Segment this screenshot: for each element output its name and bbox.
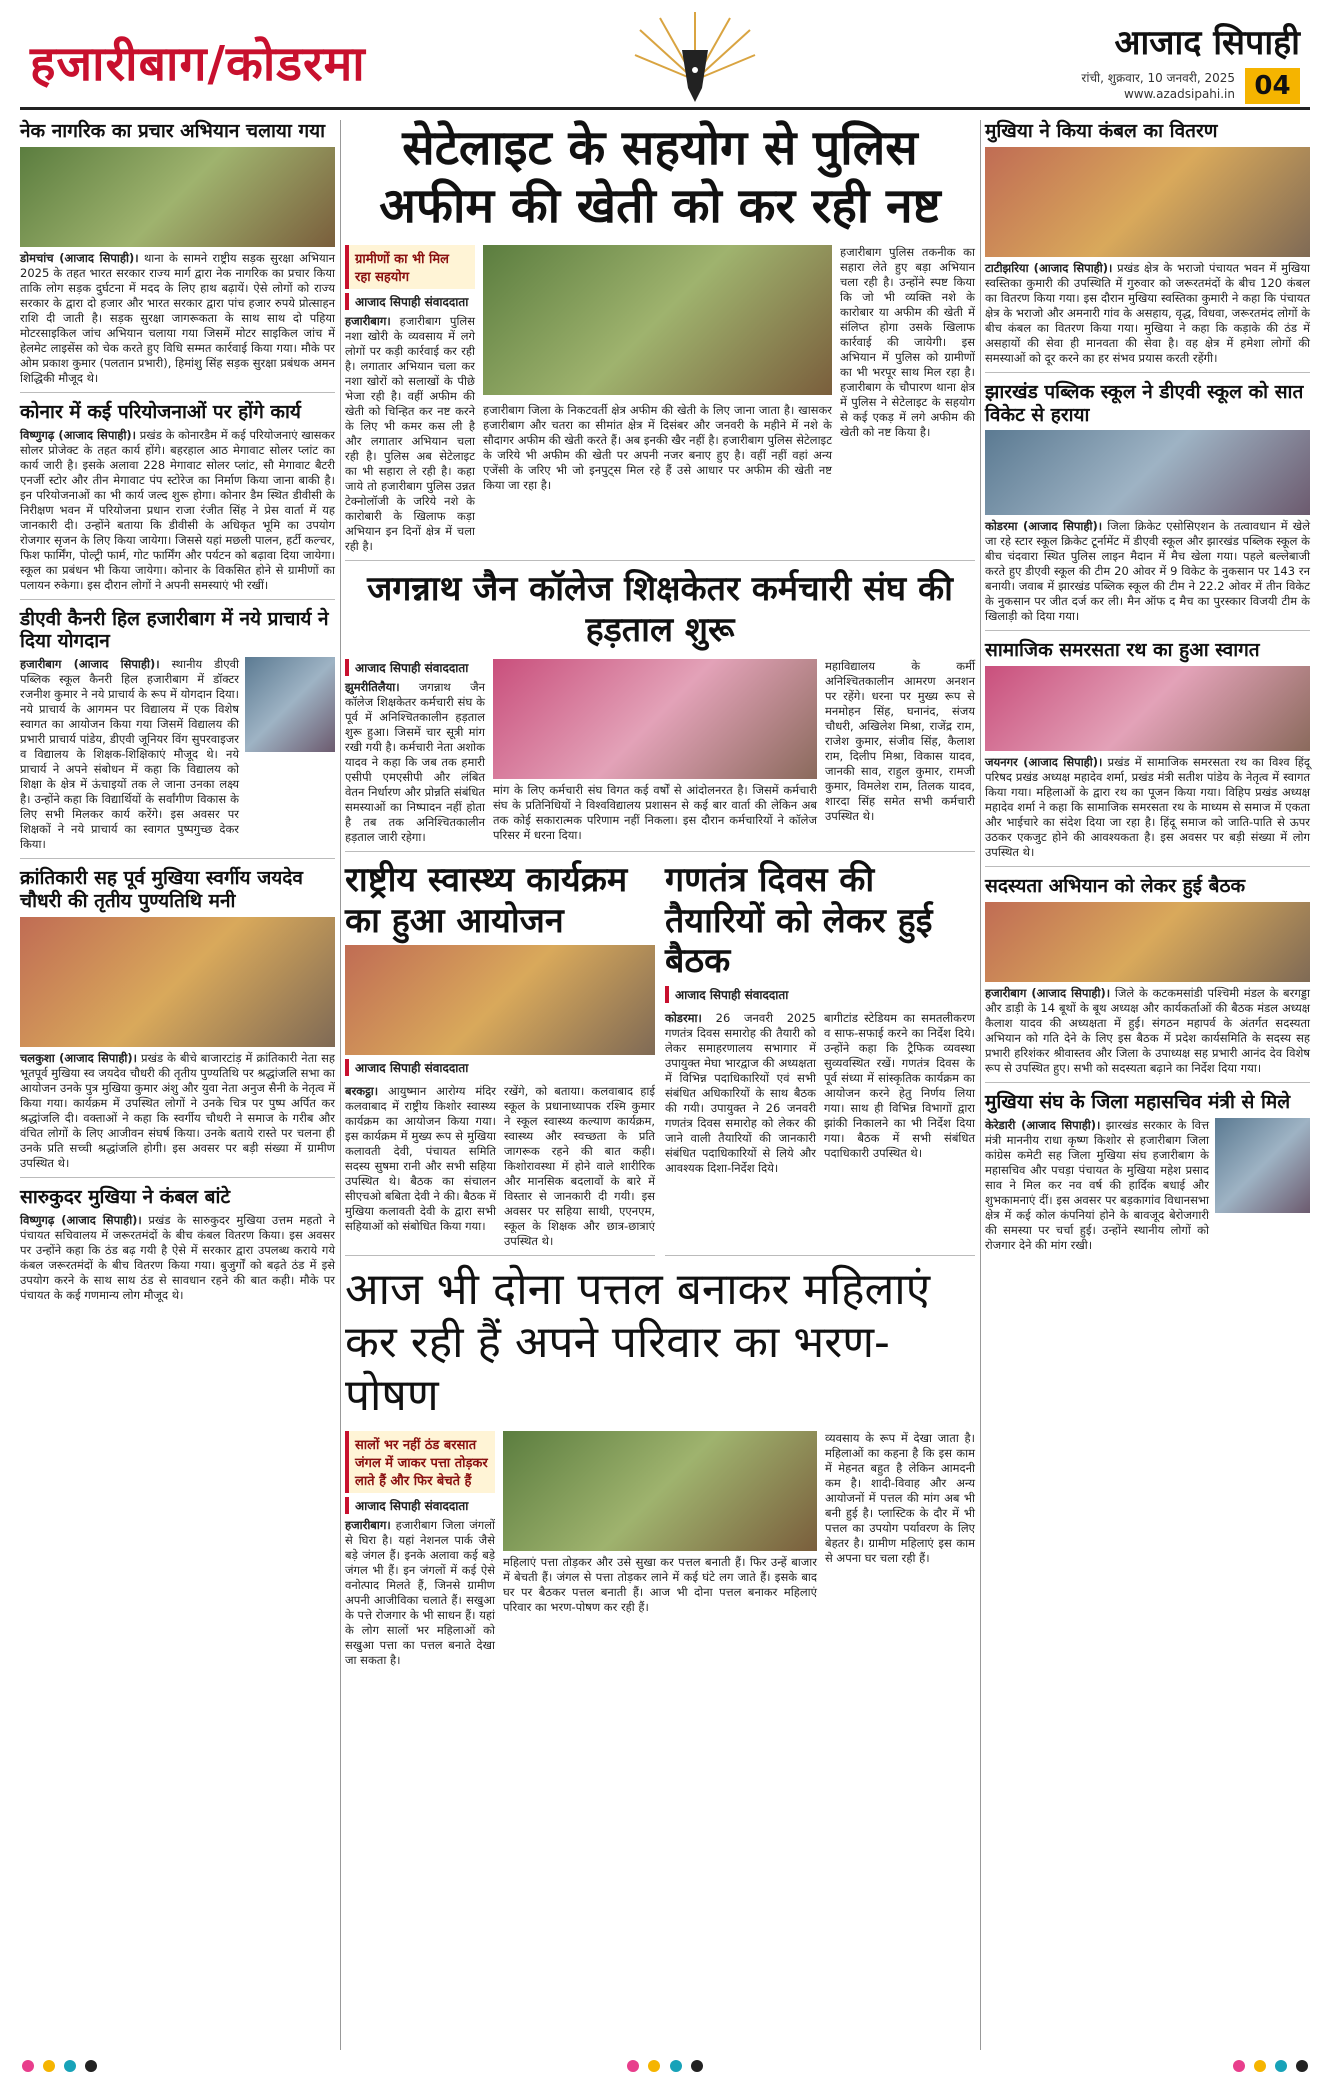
column-divider bbox=[980, 120, 981, 2050]
story-body bbox=[345, 1518, 495, 1668]
story-dav-principal bbox=[20, 608, 335, 860]
story-jaydev-chaudhary bbox=[20, 867, 335, 1178]
dateline: कोडरमा (आजाद सिपाही)। bbox=[985, 519, 1103, 534]
body-text: रखेंगे, को बताया। कलवाबाद हाई स्कूल के प्रधानाध्यापक रश्मि कुमार ने स्कूल स्वास्थ्य कल्याण कार्यक्रम, स्वास्थ्य और स्वच्छता के प्रति जागरूक रहने की बात कही। किशोरावस्था में होने वाले शारीरिक और मानसिक बदलावों के बारे में विस्तार से जानकारी दी गयी। इस अवसर पर सहिया साथी, एएनएम, स्कूल के शिक्षक और छात्र-छात्राएं उपस्थित थे। bbox=[504, 1084, 655, 1249]
body-text: प्रखंड क्षेत्र के भराजो पंचायत भवन में मुखिया स्वस्तिका कुमारी की उपस्थिति में गुरुवार को जरूरतमंदों के बीच 120 कंबल का वितरण किया गया। इस दौरान मुखिया स्वस्तिका कुमारी ने कहा कि पंचायत क्षेत्र के भराजो और अमनारी गांव के असहाय, वृद्ध, विधवा, जरूरतमंद लोगों के बीच कंबल का वितरण किया गया। मुखिया ने कहा कि कड़ाके की ठंड में असहायों की सेवा ही मानवता की सेवा है। वह क्षेत्र में हमेशा लोगों की समस्याओं को दूर करने का हर संभव प्रयास करती रहेंगी। bbox=[985, 260, 1310, 365]
body-text: आयुष्मान आरोग्य मंदिर कलवाबाद में राष्ट्रीय किशोर स्वास्थ्य कार्यक्रम का आयोजन किया गया। इस कार्यक्रम में मुख्य रूप से मुखिया कलावती देवी, पंचायत समिति सदस्य सुषमा रानी और सभी सहिया उपस्थित थे। बैठक का संचालन सीएचओ बबिता देवी ने की। बैठक में मुखिया कलावती देवी के द्वारा सभी सहियाओं को संबोधित किया गया। bbox=[345, 1084, 497, 1234]
color-dot bbox=[691, 2060, 703, 2072]
website-link[interactable]: www.azadsipahi.in bbox=[1123, 87, 1235, 101]
lead-headline: सेटेलाइट के सहयोग से पुलिस अफीम की खेती को कर रही नष्ट bbox=[379, 120, 941, 234]
story-headline: जगन्नाथ जैन कॉलेज शिक्षकेतर कर्मचारी संघ की हड़ताल शुरू bbox=[367, 569, 953, 650]
dateline: बरकट्ठा। bbox=[345, 1084, 379, 1099]
lead-story-opium bbox=[345, 120, 975, 561]
color-dot bbox=[22, 2060, 34, 2072]
body-text: हजारीबाग जिला के निकटवर्ती क्षेत्र अफीम की खेती के लिए जाना जाता है। खासकर हजारीबाग और चतरा का सीमांत क्षेत्र में दिसंबर और जनवरी के महीने में नशे के सौदागर अफीम की खेती करते हैं। अब इनकी खैर नहीं है। हजारीबाग पुलिस सेटेलाइट के जरिये भी अफीम की खेती पर अपनी नजर बनाए हुए है। वहीं नहीं वहां अन्य एजेंसी के जरिए भी जो इनपुट्स मिल रहे हैं उसे आधार पर अफीम की खेती नष्ट किया जा रहा है। bbox=[483, 403, 832, 493]
dateline: हजारीबाग। bbox=[345, 1517, 391, 1532]
newspaper-name: आजाद सिपाही bbox=[1114, 23, 1300, 63]
body-text: जिला क्रिकेट एसोसिएशन के तत्वावधान में खेले जा रहे स्टार स्कूल क्रिकेट टूर्नामेंट में डीएवी स्कूल और झारखंड पब्लिक स्कूल के बीच चंदवारा स्थित पुलिस लाइन मैदान में मैच खेला गया। पहले बल्लेबाजी करते हुए डीएवी स्कूल की टीम 20 ओवर में 9 विकेट के नुकसान पर 143 रन बनायी। जवाब में झारखंड पब्लिक स्कूल की टीम ने 22.2 ओवर में तीन विकेट के नुकसान पर जीत दर्ज कर ली। मैन ऑफ द मैच का पुरस्कार विजयी टीम के खिलाड़ी को दिया गया। bbox=[985, 519, 1311, 624]
story-headline: सामाजिक समरसता रथ का हुआ स्वागत bbox=[985, 639, 1260, 662]
body-text: जगन्नाथ जैन कॉलेज शिक्षकेतर कर्मचारी संघ के पूर्व में अनिश्चितकालीन हड़ताल शुरू हुआ। जिसमें चार सूत्री मांग रखी गयी है। कर्मचारी नेता अशोक यादव ने कहा कि जब तक हमारी एसीपी एमएसीपी और लंबित वेतन निर्धारण और प्रोन्नति संबंधित समस्याओं का निष्पादन नहीं होता है तब तक अनिश्चितकालीन हड़ताल जारी रहेगा। bbox=[345, 679, 485, 844]
byline: आजाद सिपाही संवाददाता bbox=[345, 1059, 655, 1076]
kicker: सालों भर नहीं ठंड बरसात जंगल में जाकर पत्ता तोड़कर लाते हैं और फिर बेचते हैं bbox=[345, 1431, 495, 1493]
dateline: हजारीबाग। bbox=[345, 314, 391, 329]
story-headline: आज भी दोना पत्तल बनाकर महिलाएं कर रही हैं अपने परिवार का भरण-पोषण bbox=[345, 1264, 931, 1421]
dateline: विष्णुगढ़ (आजाद सिपाही)। bbox=[20, 427, 137, 442]
byline: आजाद सिपाही संवाददाता bbox=[345, 1497, 495, 1514]
story-jj-college-strike bbox=[345, 569, 975, 852]
story-headline: क्रांतिकारी सह पूर्व मुखिया स्वर्गीय जयदेव चौधरी की तृतीय पुण्यतिथि मनी bbox=[20, 867, 303, 912]
body-text: हजारीबाग जिला जंगलों से घिरा है। यहां नेशनल पार्क जैसे बड़े जंगल हैं। इनके अलावा कई बड़े जंगल भी हैं। इन जंगलों में कई ऐसे वनोत्पाद मिलते हैं, जिनसे ग्रामीण अपनी आजीविका चलाते हैं। सखुआ के पत्ते रोजगार के भी साधन हैं। यहां के लोग सालों भर महिलाओं को सखुआ पत्ता का पत्तल बनाते देखा जा सकता है। bbox=[345, 1517, 496, 1667]
story-health-program bbox=[345, 860, 655, 1257]
story-body bbox=[345, 1084, 496, 1249]
story-headline: मुखिया ने किया कंबल का वितरण bbox=[985, 120, 1218, 142]
story-headline: झारखंड पब्लिक स्कूल ने डीएवी स्कूल को सात विकेट से हराया bbox=[985, 380, 1304, 426]
color-dot bbox=[43, 2060, 55, 2072]
body-text: प्रखंड के कोनारडैम में कई परियोजनाएं खासकर सोलर प्रोजेक्ट के तहत कार्य होंगे। बहरहाल आठ मेगावाट सोलर प्लांट का कार्य जारी है। इसके अलावा 228 मेगावाट सोलर प्लांट, सौ मेगावाट बैटरी एनर्जी स्टोर और तीन मेगावाट पंप स्टोरेज का निर्माण किया जाना बाकी है। इन परियोजनाओं का भी कार्य जल्द शुरू होगा। कोनार डैम स्थित डीवीसी के निरीक्षण भवन में परियोजना प्रधान राजा रंजीत सिंह ने प्रेस वार्ता में यह जानकारी दी। उन्होंने बताया कि डीवीसी के अधिकृत भूमि का उपयोग रोजगार सृजन के लिए किया जायेगा। जिससे यहां मछली पालन, हर्टी कल्चर, फिश फार्मिंग, पोल्ट्री फार्म, गोट फार्मिंग और पर्यटन को बढ़ावा दिया जायेगा। स्कूल का प्रबंधन भी किया जायेगा। कोनार के विकसित होने से ग्रामीणों का पलायन रुकेगा। इस दौरान लोगों ने अपनी समस्याएं भी रखीं। bbox=[20, 427, 336, 592]
story-body bbox=[985, 519, 1310, 624]
story-body bbox=[20, 251, 335, 386]
section-title: हजारीबाग/कोडरमा bbox=[30, 36, 366, 92]
color-dot bbox=[64, 2060, 76, 2072]
dateline: हजारीबाग (आजाद सिपाही)। bbox=[20, 657, 160, 672]
story-sarukudar bbox=[20, 1186, 335, 1309]
story-blanket-distribution bbox=[985, 120, 1310, 373]
body-text: प्रखंड में सामाजिक समरसता रथ का विश्व हिंदू परिषद प्रखंड अध्यक्ष महादेव शर्मा, प्रखंड मंत्री सतीश पांडेय के नेतृत्व में स्वागत किया गया। महिलाओं के द्वारा रथ का पूजन किया गया। विहिप प्रखंड अध्यक्ष महादेव शर्मा ने कहा कि सामाजिक समरसता रथ के माध्यम से समाज में एकता और भाईचारे का संदेश दिया जा रहा है। हिंदू समाज को जाति-पाति से ऊपर उठकर एकजुट होने की आवश्यकता है। इस अवसर पर बड़ी संख्या में लोग उपस्थित थे। bbox=[985, 755, 1311, 860]
story-mukhiya-sangh bbox=[985, 1091, 1310, 1259]
dateline: झुमरीतिलैया। bbox=[345, 679, 400, 694]
body-text: 26 जनवरी 2025 गणतंत्र दिवस समारोह की तैयारी को लेकर समाहरणालय सभागार में उपायुक्त मेघा भारद्वाज की अध्यक्षता में विभिन्न पदाधिकारियों एवं सभी संबंधित अधिकारियों के साथ बैठक की गयी। उपायुक्त ने 26 जनवरी गणतंत्र दिवस समारोह को लेकर की जाने वाली तैयारियों की जानकारी संबंधित पदाधिकारियों से लिये और आवश्यक दिशा-निर्देश दिये। bbox=[665, 1011, 817, 1176]
dateline: केरेडारी (आजाद सिपाही)। bbox=[985, 1117, 1101, 1132]
column-divider bbox=[340, 120, 341, 2050]
story-body bbox=[985, 1118, 1209, 1253]
story-body bbox=[985, 755, 1310, 860]
photo bbox=[20, 917, 335, 1047]
photo bbox=[985, 666, 1310, 751]
body-text: मांग के लिए कर्मचारी संघ विगत कई वर्षों से आंदोलनरत है। जिसमें कर्मचारी संघ के प्रतिनिधियों ने विश्वविद्यालय प्रशासन से कई बार वार्ता की लेकिन अब तक कोई सकारात्मक परिणाम नहीं निकला। इस दौरान कर्मचारियों ने कॉलेज परिसर में धरना दिया। bbox=[493, 782, 817, 842]
color-dot bbox=[1296, 2060, 1308, 2072]
byline: आजाद सिपाही संवाददाता bbox=[345, 293, 475, 310]
story-nek-nagrik bbox=[20, 120, 335, 393]
pen-nib-icon bbox=[630, 10, 760, 105]
color-dot bbox=[648, 2060, 660, 2072]
dateline: जयनगर (आजाद सिपाही)। bbox=[985, 755, 1103, 770]
byline: आजाद सिपाही संवाददाता bbox=[345, 659, 485, 676]
portrait-photo bbox=[1215, 1118, 1310, 1213]
issue-date: रांची, शुक्रवार, 10 जनवरी, 2025 bbox=[1081, 71, 1235, 85]
photo bbox=[985, 430, 1310, 515]
body-text: हजारीबाग पुलिस नशा खोरी के व्यवसाय में लगे लोगों पर कड़ी कार्रवाई कर रही है। लगातार अभियान चला कर नशा खोरों को सलाखों के पीछे भेजा रही है। वहीं अफीम की खेती को चिन्हित कर नष्ट करने के लिए भी कमर कस ली है और लगातार अभियान चला रही है। पुलिस अब सेटेलाइट का भी सहारा ले रही है। कहा जाये तो हजारीबाग पुलिस उन्नत टेक्नोलॉजी के जरिये नशे के कारोबारी के खिलाफ कड़ा अभियान इन दिनों क्षेत्र में चला रही है। bbox=[345, 314, 475, 554]
dateline: टाटीझरिया (आजाद सिपाही)। bbox=[985, 260, 1113, 275]
body-text: झारखंड सरकार के वित्त मंत्री माननीय राधा कृष्ण किशोर से हजारीबाग जिला कांग्रेस कमेटी सह जिला मुखिया संघ हजारीबाग के महासचिव और पचड़ा पंचायत के मुखिया महेश प्रसाद साव ने मिल कर नव वर्ष की हार्दिक बधाई और शुभकामनाएं दीं। इस अवसर पर बड़कागांव विधानसभा क्षेत्र में कई कोल कंपनियां होने के बावजूद बेरोजगारी की समस्या पर चर्चा हुई। उन्होंने स्थानीय लोगों को रोजगार देने की मांग रखी। bbox=[985, 1117, 1210, 1252]
story-headline: राष्ट्रीय स्वास्थ्य कार्यक्रम का हुआ आयोजन bbox=[345, 859, 628, 941]
women-leaf-plates-photo bbox=[503, 1431, 817, 1551]
color-dot bbox=[670, 2060, 682, 2072]
body-text: हजारीबाग पुलिस तकनीक का सहारा लेते हुए बड़ा अभियान चला रही है। उन्होंने स्पष्ट किया कि जो भी व्यक्ति नशे के कारोबार या अफीम की खेती में संलिप्त होगा उसके खिलाफ कार्रवाई की जायेगी। इस अभियान में पुलिस को ग्रामीणों का भी भरपूर साथ मिल रहा है। हजारीबाग के चौपारण थाना क्षेत्र में पुलिस ने सेटेलाइट के सहयोग से कई एकड़ में लगे अफीम की खेती को नष्ट किया है। bbox=[840, 245, 975, 440]
story-body bbox=[985, 986, 1310, 1076]
left-column bbox=[20, 120, 335, 1317]
body-text: बागीटांड स्टेडियम का समतलीकरण व साफ-सफाई करने का निर्देश दिये। उन्होंने कहा कि ट्रैफिक व्यवस्था सुव्यवस्थित रखें। गणतंत्र दिवस के पूर्व संध्या में सांस्कृतिक कार्यक्रम का आयोजन करने हेतु निर्णय लिया गया। साथ ही विभिन्न विभागों द्वारा झांकी निकालने का भी निर्देश दिया गया। बैठक में सभी संबंधित पदाधिकारी उपस्थित थे। bbox=[824, 1011, 975, 1161]
story-headline: कोनार में कई परियोजनाओं पर होंगे कार्य bbox=[20, 400, 301, 423]
body-text: थाना के सामने राष्ट्रीय सड़क सुरक्षा अभियान 2025 के तहत भारत सरकार राज्य मार्ग द्वारा नेक नागरिक का प्रचार किया ताकि लोग सड़क दुर्घटना में मदद के लिए हाथ बढ़ायें। ऐसे लोगों को राज्य सरकार के द्वारा दो हजार और भारत सरकार द्वारा पांच हजार रुपये प्रोत्साहन राशि दी जाती है। सड़क सुरक्षा जागरूकता के साथ साथ दो पहिया मोटरसाइकिल जांच अभियान चलाया गया जिसमें मोटर साइकिल जांच में हेलमेट लाइसेंस को चेक करते हुए विधि सम्मत कार्रवाई किया गया। मौके पर ओम प्रकाश कुमार (पलतान प्रभारी), हिमांशु सिंह सड़क सुरक्षा प्रबंधक अमन शिद्धिकी मौजूद थे। bbox=[20, 250, 336, 385]
story-body bbox=[665, 1011, 816, 1176]
body-text: व्यवसाय के रूप में देखा जाता है। महिलाओं का कहना है कि इस काम में मेहनत बहुत है लेकिन आमदनी कम है। शादी-विवाह और अन्य आयोजनों में पत्तल की मांग अब भी बनी हुई है। प्लास्टिक के दौर में भी पत्तल का उपयोग पर्यावरण के लिए बेहतर है। ग्रामीण महिलाएं इस काम से अपना घर चला रही हैं। bbox=[825, 1430, 975, 1565]
masthead bbox=[20, 10, 1310, 110]
footer-registration-marks bbox=[20, 2057, 1310, 2077]
photo bbox=[985, 147, 1310, 257]
byline: आजाद सिपाही संवाददाता bbox=[665, 986, 975, 1003]
story-body bbox=[20, 428, 335, 593]
protest-photo bbox=[493, 659, 817, 779]
story-leaf-plates bbox=[345, 1264, 975, 1673]
dateline: हजारीबाग (आजाद सिपाही)। bbox=[985, 985, 1111, 1000]
story-republic-day bbox=[665, 860, 975, 1257]
story-headline: सदस्यता अभियान को लेकर हुई बैठक bbox=[985, 875, 1246, 898]
page-number: 04 bbox=[1245, 68, 1300, 104]
color-dot bbox=[1254, 2060, 1266, 2072]
story-body bbox=[345, 680, 485, 845]
story-headline: सारुकुदर मुखिया ने कंबल बांटे bbox=[20, 1185, 231, 1208]
dateline: विष्णुगढ़ (आजाद सिपाही)। bbox=[20, 1212, 142, 1227]
dateline: डोमचांच (आजाद सिपाही)। bbox=[20, 250, 139, 265]
right-column bbox=[985, 120, 1310, 1267]
story-body bbox=[985, 261, 1310, 366]
story-cricket bbox=[985, 381, 1310, 632]
color-dot bbox=[85, 2060, 97, 2072]
body-text: स्थानीय डीएवी पब्लिक स्कूल कैनरी हिल हजारीबाग में डॉक्टर रजनीश कुमार ने नये प्राचार्य के रूप में योगदान दिया। नये प्राचार्य के आगमन पर विद्यालय में एक विशेष स्वागत का आयोजन किया गया जिसमें विद्यालय की प्रभारी प्राचार्य पांडेय, डीएवी जूनियर विंग सुपरवाइजर व विद्यालय के शिक्षक-शिक्षिकाएं मौजूद थे। नये प्राचार्य ने अपने संबोधन में कहा कि विद्यालय को शिक्षा के क्षेत्र में ऊंचाइयों तक ले जाना उनका लक्ष्य है। उन्होंने कहा कि विद्यार्थियों के सर्वांगीण विकास के लिए सभी मिलकर कार्य करेंगे। इस अवसर पर शिक्षकों ने नये प्राचार्य का स्वागत पुष्पगुच्छ देकर किया। bbox=[20, 657, 240, 852]
mid-row bbox=[345, 860, 975, 1265]
story-body bbox=[20, 657, 239, 852]
story-konar bbox=[20, 401, 335, 600]
photo bbox=[985, 902, 1310, 982]
kicker: ग्रामीणों का भी मिल रहा सहयोग bbox=[345, 245, 475, 289]
story-headline: डीएवी कैनरी हिल हजारीबाग में नये प्राचार्य ने दिया योगदान bbox=[20, 607, 329, 653]
body-text: महाविद्यालय के कर्मी अनिश्चितकालीन आमरण अनशन पर रहेंगे। धरना पर मुख्य रूप से मनमोहन सिंह, घनानंद, संजय चौधरी, अखिलेश मिश्रा, राजेंद्र राम, राजेश कुमार, संजीव सिंह, कैलाश राम, दिलीप मिश्रा, विकास यादव, जानकी साव, राहुल कुमार, रामजी कुमार, विमलेश राम, तिलक यादव, शारदा सिंह समेत सभी कर्मचारी उपस्थित थे। bbox=[825, 658, 975, 823]
health-event-photo bbox=[345, 945, 655, 1055]
story-headline: मुखिया संघ के जिला महासचिव मंत्री से मिले bbox=[985, 1090, 1291, 1113]
color-dot bbox=[1275, 2060, 1287, 2072]
dateline: कोडरमा। bbox=[665, 1011, 702, 1026]
story-headline: नेक नागरिक का प्रचार अभियान चलाया गया bbox=[20, 120, 326, 142]
story-body bbox=[20, 1051, 335, 1171]
photo bbox=[20, 147, 335, 247]
issue-meta bbox=[1081, 70, 1235, 102]
story-body bbox=[345, 314, 475, 554]
story-headline: गणतंत्र दिवस की तैयारियों को लेकर हुई बैठक bbox=[665, 859, 933, 982]
portrait-photo bbox=[245, 657, 335, 752]
body-text: जिले के कटकमसांडी पश्चिमी मंडल के बरगड्डा और डाड़ी के 14 बूथों के बूथ अध्यक्ष और कार्यकर्ताओं की बैठक मंडल अध्यक्ष कैलाश यादव की अध्यक्षता में हुई। संगठन महापर्व के अंतर्गत सदस्यता अभियान को गति देने के लिए इस बैठक में प्रदेश कार्यसमिति के सदस्य सह प्रभारी हरिशंकर श्रीवास्तव और जिला के उपाध्यक्ष सह प्रभारी आनंद देव विशेष रूप से उपस्थित हुए। सभी को सदस्यता बढ़ाने का निर्देश दिया गया। bbox=[985, 985, 1311, 1075]
color-dot bbox=[1233, 2060, 1245, 2072]
color-dot bbox=[627, 2060, 639, 2072]
dateline: चलकुशा (आजाद सिपाही)। bbox=[20, 1050, 138, 1065]
body-text: प्रखंड के सारुकुदर मुखिया उत्तम महतो ने पंचायत सचिवालय में जरूरतमंदों के बीच कंबल वितरण किया। इस अवसर पर उन्होंने कहा कि ठंड बढ़ गयी है ऐसे में सरकार द्वारा उपलब्ध कराये गये कंबल जरूरतमंदों के बीच वितरण किया गया। बुजुर्गों को बढ़ते ठंड में इसे उपयोग करने के साथ साथ ठंड से सावधान रहने की बात कही। मौके पर पंचायत के कई गणमान्य लोग मौजूद थे। bbox=[20, 1212, 336, 1302]
opium-field-photo bbox=[483, 245, 832, 395]
story-body bbox=[20, 1213, 335, 1303]
story-membership-drive bbox=[985, 875, 1310, 1083]
story-samrasta-rath bbox=[985, 639, 1310, 867]
body-text: प्रखंड के बीचे बाजारटांड़ में क्रांतिकारी नेता सह भूतपूर्व मुखिया स्व जयदेव चौधरी की तृतीय पुण्यतिथि पर श्रद्धांजलि सभा का आयोजन उनके पुत्र मुखिया कुमार अंशु और युवा नेता अनुज सैनी के नेतृत्व में किया गया। कार्यक्रम में उपस्थित लोगों ने उनके चित्र पर पुष्प अर्पित कर श्रद्धांजलि दी। वक्ताओं ने कहा कि स्वर्गीय चौधरी ने समाज के गरीब और वंचित लोगों के लिए आजीवन संघर्ष किया। उनके बताये रास्ते पर चलना ही उनके प्रति सच्ची श्रद्धांजलि होगी। इस अवसर पर बड़ी संख्या में ग्रामीण उपस्थित थे। bbox=[20, 1050, 335, 1170]
middle-column bbox=[345, 120, 975, 1682]
body-text: महिलाएं पत्ता तोड़कर और उसे सुखा कर पत्तल बनाती हैं। फिर उन्हें बाजार में बेचती हैं। जंगल से पत्ता तोड़कर लाने में कई घंटे लग जाते हैं। इसके बाद घर पर बैठकर पत्तल बनाती हैं। आज भी दोना पत्तल बनाकर महिलाएं परिवार का भरण-पोषण कर रही हैं। bbox=[503, 1554, 817, 1614]
